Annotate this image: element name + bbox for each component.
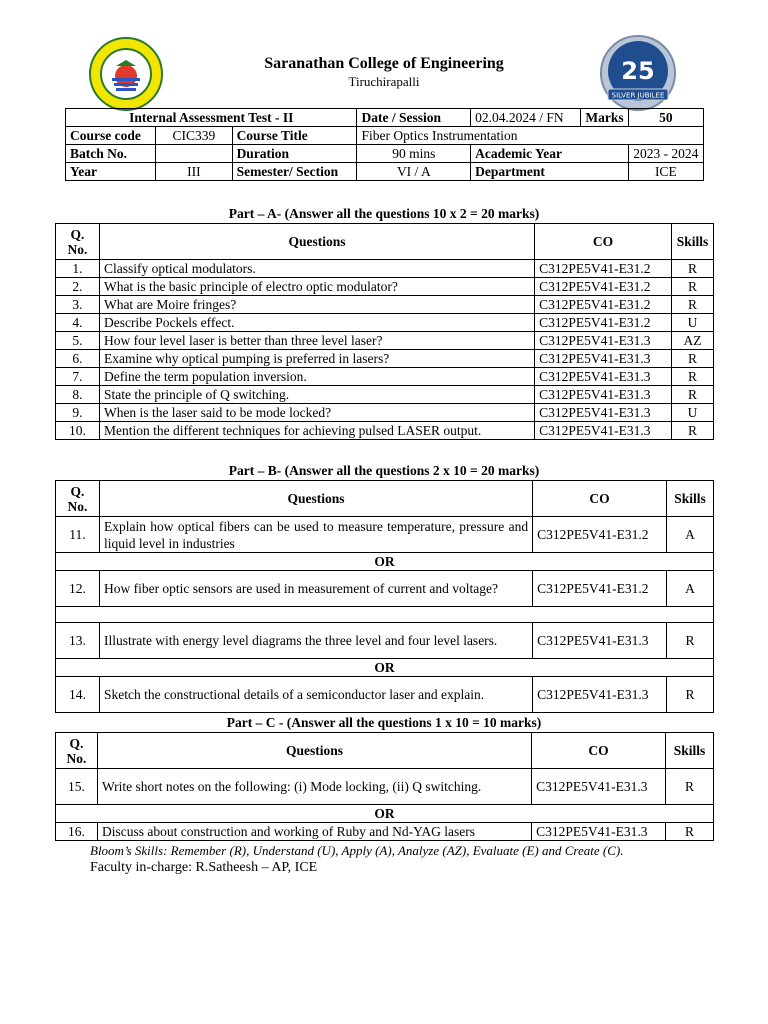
question-text: Sketch the constructional details of a semiconductor laser and explain. [99,677,532,713]
qno-header: Q. No. [56,224,100,260]
qno-header: Q. No. [56,733,98,769]
question-number: 12. [56,571,100,607]
academic-year-label: Academic Year [471,145,628,163]
batch-label: Batch No. [66,145,156,163]
college-name: Saranathan College of Engineering [264,55,504,72]
marks-label: Marks [581,109,628,127]
date-label: Date / Session [357,109,471,127]
empty-separator-row [56,607,714,623]
test-name: Internal Assessment Test - II [66,109,357,127]
question-number: 4. [56,314,100,332]
table-row [56,278,714,296]
exam-info-table [65,108,704,181]
skills-header: Skills [666,481,713,517]
question-text: Describe Pockels effect. [99,314,534,332]
or-separator: OR [56,553,714,571]
part-c-table [55,732,714,841]
table-row [56,517,714,553]
question-text: How fiber optic sensors are used in measurement of current and voltage? [99,571,532,607]
question-text: How four level laser is better than three level laser? [99,332,534,350]
question-skill: R [666,623,713,659]
batch-value [156,145,232,163]
table-row [56,677,714,713]
question-number: 3. [56,296,100,314]
table-row [56,350,714,368]
department-value: ICE [628,163,703,181]
year-value: III [156,163,232,181]
semester-value: VI / A [357,163,471,181]
co-header: CO [532,733,666,769]
part-a-heading: Part – A- (Answer all the questions 10 x 2 = 20 marks) [228,206,540,221]
question-number: 16. [56,823,98,841]
marks-value: 50 [628,109,703,127]
question-co: C312PE5V41-E31.3 [535,422,672,440]
table-row [56,260,714,278]
question-skill: R [671,350,713,368]
question-co: C312PE5V41-E31.2 [535,296,672,314]
question-skill: R [671,422,713,440]
co-header: CO [535,224,672,260]
year-label: Year [66,163,156,181]
table-row [56,571,714,607]
question-skill: AZ [671,332,713,350]
question-text: Explain how optical fibers can be used to measure temperature, pressure and liquid level in industries [99,517,532,553]
table-row [56,623,714,659]
table-row [56,404,714,422]
table-row [56,332,714,350]
question-skill: R [671,278,713,296]
blooms-legend: Bloom’s Skills: Remember (R), Understand (U), Apply (A), Analyze (AZ), Evaluate (E) and Create (C). [90,843,624,858]
table-row [56,422,714,440]
question-skill: A [666,571,713,607]
or-separator: OR [56,805,714,823]
question-number: 7. [56,368,100,386]
academic-year-value: 2023 - 2024 [628,145,703,163]
question-number: 15. [56,769,98,805]
question-number: 2. [56,278,100,296]
question-co: C312PE5V41-E31.3 [535,350,672,368]
question-number: 5. [56,332,100,350]
question-co: C312PE5V41-E31.3 [532,769,666,805]
question-co: C312PE5V41-E31.3 [535,404,672,422]
part-c-heading: Part – C - (Answer all the questions 1 x 10 = 10 marks) [226,715,542,730]
semester-label: Semester/ Section [232,163,357,181]
question-text: What is the basic principle of electro optic modulator? [99,278,534,296]
question-text: Write short notes on the following: (i) Mode locking, (ii) Q switching. [97,769,531,805]
duration-value: 90 mins [357,145,471,163]
question-text: State the principle of Q switching. [99,386,534,404]
question-co: C312PE5V41-E31.3 [535,368,672,386]
question-number: 11. [56,517,100,553]
department-label: Department [471,163,628,181]
skills-header: Skills [671,224,713,260]
question-text: Classify optical modulators. [99,260,534,278]
table-row [56,368,714,386]
question-co: C312PE5V41-E31.3 [535,386,672,404]
question-text: Examine why optical pumping is preferred in lasers? [99,350,534,368]
table-row [56,386,714,404]
question-co: C312PE5V41-E31.3 [532,823,666,841]
question-skill: R [671,296,713,314]
question-skill: R [666,823,714,841]
table-row [56,314,714,332]
question-skill: A [666,517,713,553]
course-code-label: Course code [66,127,156,145]
question-co: C312PE5V41-E31.2 [533,517,667,553]
question-number: 6. [56,350,100,368]
part-b-heading: Part – B- (Answer all the questions 2 x 10 = 20 marks) [228,463,540,478]
question-co: C312PE5V41-E31.3 [533,677,667,713]
question-co: C312PE5V41-E31.2 [535,314,672,332]
question-co: C312PE5V41-E31.2 [535,260,672,278]
questions-header: Questions [99,224,534,260]
course-title-value: Fiber Optics Instrumentation [357,127,704,145]
question-number: 14. [56,677,100,713]
question-skill: R [671,368,713,386]
silver-jubilee-logo [598,33,678,113]
part-b-table [55,480,714,713]
question-text: Illustrate with energy level diagrams the three level and four level lasers. [99,623,532,659]
question-text: Define the term population inversion. [99,368,534,386]
question-co: C312PE5V41-E31.2 [533,571,667,607]
or-separator: OR [56,659,714,677]
question-number: 13. [56,623,100,659]
part-a-table [55,223,714,440]
question-text: Mention the different techniques for achieving pulsed LASER output. [99,422,534,440]
skills-header: Skills [666,733,714,769]
questions-header: Questions [99,481,532,517]
question-text: What are Moire fringes? [99,296,534,314]
question-skill: R [666,677,713,713]
questions-header: Questions [97,733,531,769]
question-skill: U [671,314,713,332]
question-skill: U [671,404,713,422]
course-title-label: Course Title [232,127,357,145]
svg-text:25: 25 [621,57,655,85]
table-row [56,823,714,841]
question-skill: R [671,260,713,278]
question-co: C312PE5V41-E31.3 [535,332,672,350]
question-co: C312PE5V41-E31.3 [533,623,667,659]
qno-header: Q. No. [56,481,100,517]
question-number: 10. [56,422,100,440]
question-number: 8. [56,386,100,404]
table-row [56,769,714,805]
co-header: CO [533,481,667,517]
table-row [56,296,714,314]
question-skill: R [671,386,713,404]
course-code-value: CIC339 [156,127,232,145]
college-city: Tiruchirapalli [348,74,420,89]
faculty-in-charge: Faculty in-charge: R.Satheesh – AP, ICE [90,860,318,875]
question-text: When is the laser said to be mode locked? [99,404,534,422]
date-value: 02.04.2024 / FN [471,109,581,127]
svg-text:SILVER JUBILEE: SILVER JUBILEE [611,91,665,100]
duration-label: Duration [232,145,357,163]
question-text: Discuss about construction and working of Ruby and Nd-YAG lasers [97,823,531,841]
question-skill: R [666,769,714,805]
question-number: 1. [56,260,100,278]
question-co: C312PE5V41-E31.2 [535,278,672,296]
question-number: 9. [56,404,100,422]
